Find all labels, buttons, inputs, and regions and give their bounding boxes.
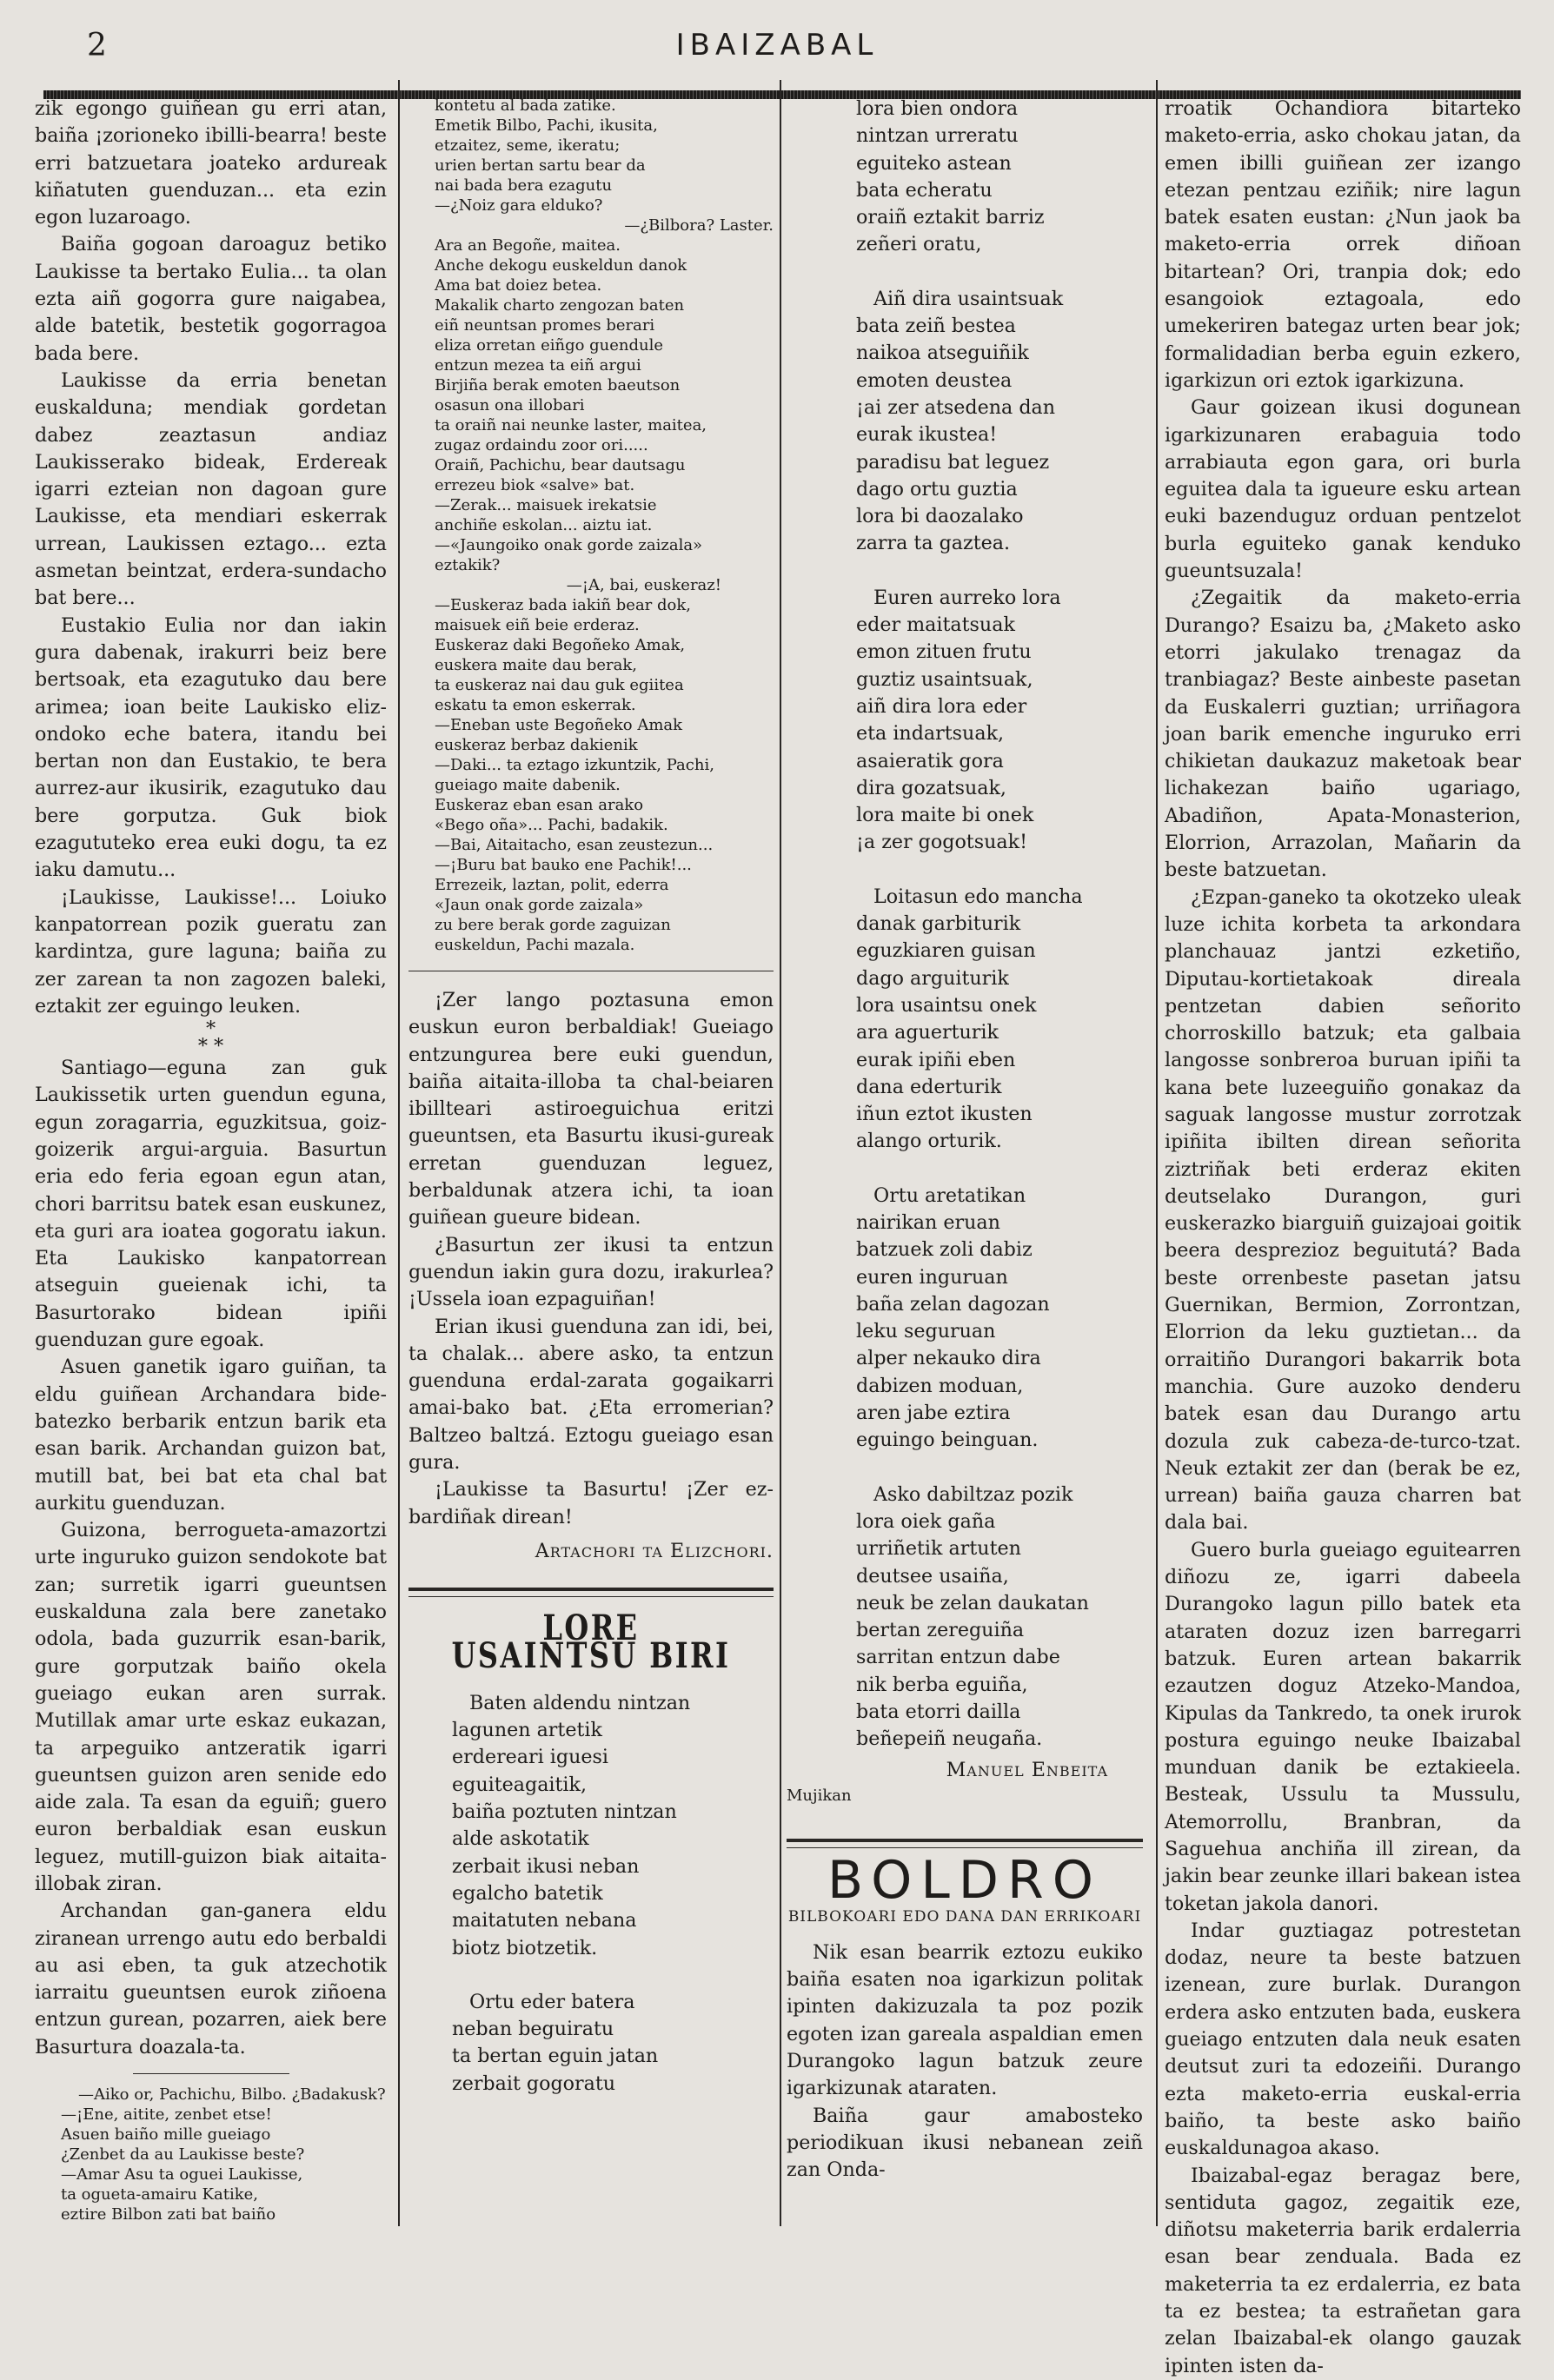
column-divider (780, 80, 781, 2226)
verse-line: Loitasun edo mancha (873, 885, 1083, 908)
verse-line: lora bi daozalako (856, 505, 1024, 528)
verse-line: eguzkiaren guisan (856, 939, 1036, 963)
paragraph: Indar guztiagaz potrestetan dodaz, neure ta beste batzuen izenean, zure burlak. Durangon erdera asko entzuten bada, euskera gueiago entzuten dala neuk esaten deutsut zuri ta edozeiñi. Durango ezta maketo-erria euskal-erria baiño, ta beste asko baiño euskaldunagoa akaso. (1165, 1919, 1521, 2160)
verse-line: emoten deustea (856, 368, 1013, 392)
verse-line: deutsee usaiña, (856, 1564, 1009, 1588)
verse-line: Ama bat doiez betea. (435, 276, 602, 295)
verse-line: Asuen baiño mille gueiago (61, 2125, 271, 2145)
stanza (856, 884, 1143, 1156)
verse-line: eurak ipiñi eben (856, 1048, 1016, 1071)
verse-line: lora maite bi onek (856, 804, 1034, 827)
verse-line: ara aguerturik (856, 1021, 999, 1044)
section-ornament: * * * (197, 1018, 224, 1058)
verse-line: —«Jaungoiko onak gorde zaizala» (435, 536, 703, 554)
verse-line: zeñeri oratu, (856, 233, 982, 256)
double-rule (408, 1596, 774, 1597)
verse-line: ta ogueta-amairu Katike, (61, 2185, 258, 2204)
verse-line: eta indartsuak, (856, 722, 1005, 746)
verse-line: euren inguruan (856, 1265, 1008, 1289)
verse-line: biotz biotzetik. (452, 1936, 598, 1959)
column-2 (408, 96, 774, 2125)
verse-line: «Bego oña»... Pachi, badakik. (435, 816, 668, 834)
verse-line: eztire Bilbon zati bat baiño (61, 2205, 276, 2224)
paragraph: Asuen ganetik igaro guiñan, ta eldu guiñean Archandara bide-batezko berbarik entzun barik eta esan barik. Archandan guizon bat, mutill bat, bei bat eta chal bat aurkitu guenduzan. (35, 1356, 387, 1515)
verse-line: naikoa atseguiñik (856, 341, 1029, 365)
verse-line: Birjiña berak emoten baeutson (435, 376, 681, 394)
divider (133, 2073, 289, 2074)
verse-line: baiña poztuten nintzan (452, 1800, 677, 1824)
stanza (452, 1690, 774, 1962)
paragraph: Guizona, berrogueta-amazortzi urte inguruko guizon sendokote bat zan; surretik igarri gueuntsen euskalduna zala bere zanetako odola, bada guzurrik esan-barik, gure gorputzak baiño okela gueiago eukan aren surrak. Mutillak amar urte eskaz eukazan, ta arpeguiko antzeratik igarri gueuntsen guizon aren senide edo aide zala. Ta esan da eguiñ; guero euron berbaldiak esan euskun leguez, mutill-guizon biak aitaita-illobak ziran. (35, 1519, 387, 1895)
verse-line: —Eneban uste Begoñeko Amak (435, 716, 683, 734)
verse-line: oraiñ eztakit barriz (856, 206, 1045, 229)
verse-line: eskatu ta emon eskerrak. (435, 696, 636, 714)
verse-line: lora bien ondora (856, 97, 1019, 120)
verse-line: —Euskeraz bada iakiñ bear dok, (435, 596, 691, 614)
paragraph: rroatik Ochandiora bitarteko maketo-erria, asko chokau jatan, da emen ibilli guiñean zer izango etezan pentzau eziñik; nire lagun batek esaten eustan: ¿Nun jaok ba maketo-erria orrek diñoan bitartean? Ori, tranpia dok; edo esangoiok eztagoala, edo umekeriren bategaz urten bear jok; formalidadian berba eguin ezkero, igarkizun ori eztok igarkizuna. (1165, 97, 1521, 392)
verse-line: dago ortu guztia (856, 477, 1018, 501)
double-rule (787, 1847, 1143, 1848)
verse-line: danak garbiturik (856, 912, 1021, 936)
verse-line: ¿Zenbet da au Laukisse beste? (61, 2145, 305, 2165)
verse-line: zerbait ikusi neban (452, 1854, 640, 1878)
newspaper-title: IBAIZABAL (675, 28, 879, 63)
verse-line: bata zeiñ bestea (856, 315, 1016, 338)
verse-line: neban beguiratu (452, 2018, 614, 2041)
verse-line: etzaitez, seme, ikeratu; (435, 136, 621, 155)
dialogue-verse (35, 2085, 387, 2224)
verse-line: —¿Bilbora? Laster. (624, 216, 774, 235)
verse-line: eguingo beinguan. (856, 1429, 1039, 1452)
verse-line: paradisu bat leguez (856, 450, 1050, 474)
verse-line: bertan zereguiña (856, 1619, 1025, 1642)
verse-line: Anche dekogu euskeldun danok (435, 256, 687, 275)
verse-line: ¡a zer gogotsuak! (856, 831, 1027, 854)
page-number: 2 (87, 28, 107, 63)
verse-line: entzun mezea ta eiñ argui (435, 356, 641, 375)
verse-line: dana ederturik (856, 1075, 1002, 1098)
verse-line: euskera maite dau berak, (435, 656, 637, 674)
paragraph: Guero burla gueiago eguitearren diñozu ze, igarri dabeela Durangoko lagun pillo batek eta ataraten dozuz izen barregarri batzuk. Euren artean bakarrik ezautzen doguz Atzeko-Mandoa, Kipulas da Tankredo, ta onek irurok postura eguingo neuke Ibaizabal munduan danik be eztakieela. Besteak, Ussulu ta Mussulu, Atemorrollu, Branbran, da Saguehua anchiña ill zirean, da jakin bear zeunke illari bakean istea toketan jakola danori. (1165, 1538, 1521, 1915)
double-rule (408, 1588, 774, 1591)
verse-line: iñun eztot ikusten (856, 1103, 1033, 1126)
paragraph: Nik esan bearrik eztozu eukiko baiña esaten noa igarkizun politak ipinten dakizuzala ta poz pozik egoten izan gareala aspaldian emen Durangoko lagun batzuk zeure igarkizunak ataraten. (787, 1940, 1143, 2100)
verse-line: kontetu al bada zatike. (435, 96, 616, 115)
verse-line: nai bada bera ezagutu (435, 176, 613, 195)
verse-line: guztiz usaintsuak, (856, 667, 1033, 691)
verse-line: lagunen artetik (452, 1719, 602, 1742)
signature: Manuel Enbeita (946, 1758, 1108, 1781)
paragraph: ¿Basurtun zer ikusi ta entzun guendun iakin gura dozu, irakurlea? ¡Ussela ioan ezpaguiñan! (408, 1233, 774, 1311)
verse-line: neuk be zelan daukatan (856, 1591, 1089, 1614)
verse-line: Oraiñ, Pachichu, bear dautsagu (435, 456, 686, 474)
verse-line: nintzan urreratu (856, 124, 1019, 148)
verse-line: beñepeiñ neugaña. (856, 1727, 1043, 1751)
paragraph: Ibaizabal-egaz beragaz bere, sentiduta gagoz, zegaitik eze, diñotsu maketerria barik erdalerria esan bear zenduala. Bada ez maketerria ta ez erdalerria, ez bata ta ez bestea; ta estrañetan gara zelan Ibaizabal-ek olango gauzak ipinten isten da- (1165, 2164, 1521, 2377)
verse-line: Euskeraz daki Begoñeko Amak, (435, 636, 686, 654)
verse-line: eguiteagaitik, (452, 1773, 588, 1796)
poem (787, 96, 1143, 1754)
verse-line: «Jaun onak gorde zaizala» (435, 896, 644, 914)
verse-line: bata etorri dailla (856, 1700, 1021, 1724)
verse-line: Ara an Begoñe, maitea. (435, 236, 621, 255)
verse-line: dabizen moduan, (856, 1374, 1024, 1397)
paragraph: Gaur goizean ikusi dogunean igarkizunaren erabaguia todo arrabiauta egon gara, ori burla eguitea dala ta igueure esku artean euki bazenduguz orduan pentzelot burla eguiteko ganak kenduko gueuntsuzala! (1165, 396, 1521, 583)
verse-line: urien bertan sartu bear da (435, 156, 646, 175)
paragraph: Baiña gaur amabosteko periodikuan ikusi nebanean zeiñ zan Onda- (787, 2104, 1143, 2182)
paragraph: ¡Laukisse ta Basurtu! ¡Zer ez-bardiñak direan! (408, 1478, 774, 1528)
paragraph: zik egongo guiñean gu erri atan, baiña ¡zorioneko ibilli-bearra! beste erri batzuetara joateko ardureak kiñatuten guenduzan... eta ezin egon luzaroago. (35, 97, 387, 229)
paragraph: Archandan gan-ganera eldu ziranean urrengo autu edo berbaldi au asi eben, ta guk atzechotik iarraitu gueuntsen eurok ziñoena entzun gurean, pozarren, aiek bere Basurtura doazala-ta. (35, 1899, 387, 2058)
stanza (856, 585, 1143, 857)
paragraph: Baiña gogoan daroaguz betiko Laukisse ta bertako Eulia... ta olan ezta aiñ gogorra gure naigabea, alde batetik, bestetik gogorragoa bada bere. (35, 233, 387, 365)
verse-line: dago arguiturik (856, 966, 1009, 990)
verse-line: —¡Buru bat bauko ene Pachik!... (435, 856, 692, 874)
double-rule (787, 1839, 1143, 1842)
signature: Artachori ta Elizchori. (535, 1539, 774, 1562)
verse-line: —¡A, bai, euskeraz! (566, 576, 721, 594)
column-3 (787, 96, 1143, 2184)
stanza (856, 96, 1143, 259)
verse-line: Euskeraz eban esan arako (435, 796, 644, 814)
verse-line: Makalik charto zengozan baten (435, 296, 685, 315)
poem (408, 1690, 774, 2098)
verse-line: anchiñe eskolan... aiztu iat. (435, 516, 653, 534)
verse-line: bata echeratu (856, 178, 993, 202)
verse-line: —Bai, Aitaitacho, esan zeustezun... (435, 836, 714, 854)
verse-line: zugaz ordaindu zoor ori..... (435, 436, 648, 454)
verse-line: lora oiek gaña (856, 1509, 996, 1533)
verse-line: alde askotatik (452, 1827, 589, 1851)
verse-line: batzuek zoli dabiz (856, 1238, 1033, 1262)
poem-title: LORE USAINTSU BIRI (451, 1608, 731, 1676)
verse-line: —Aiko or, Pachichu, Bilbo. ¿Badakusk? (78, 2085, 386, 2105)
verse-line: erdereari iguesi (452, 1746, 608, 1769)
verse-line: —Zerak... maisuek irekatsie (435, 496, 657, 514)
verse-line: baña zelan dagozan (856, 1292, 1050, 1316)
verse-line: Aiñ dira usaintsuak (873, 287, 1064, 310)
verse-line: Asko dabiltzaz pozik (873, 1482, 1073, 1506)
verse-line: Baten aldendu nintzan (469, 1691, 691, 1714)
verse-line: gueiago maite dabenik. (435, 776, 621, 794)
verse-line: nik berba eguiña, (856, 1673, 1028, 1696)
verse-line: maisuek eiñ beie erderaz. (435, 616, 640, 634)
paragraph: Laukisse da erria benetan euskalduna; mendiak gordetan dabez zeaztasun andiaz Laukisserako bideak, Erdereak igarri ezteian non dagoan gure Laukisse, eta mendiari eskerrak urrean, Laukissen eztago... ezta asmetan beintzat, erdera-sundacho bat bere... (35, 368, 387, 610)
verse-line: eiñ neuntsan promes berari (435, 316, 655, 335)
verse-line: aren jabe eztira (856, 1402, 1011, 1425)
dialogue-verse (408, 96, 774, 955)
article-subtitle: BILBOKOARI EDO DANA DAN ERRIKOARI (787, 1907, 1142, 1926)
verse-line: zu bere berak gorde zaguizan (435, 916, 671, 934)
verse-line: eurak ikustea! (856, 423, 998, 447)
verse-line: asaieratik gora (856, 749, 1004, 772)
column-4 (1165, 96, 1521, 2380)
verse-line: leku seguruan (856, 1320, 996, 1343)
verse-line: alper nekauko dira (856, 1347, 1041, 1370)
verse-line: ta oraiñ nai neunke laster, maitea, (435, 416, 707, 434)
verse-line: sarritan entzun dabe (856, 1646, 1060, 1669)
verse-line: eztakik? (435, 556, 501, 574)
paragraph: ¿Ezpan-ganeko ta okotzeko uleak luze ichita korbeta ta arkondara planchauaz jantzi ezketiño, Diputau-kortietakoak direala pentzetan dabien señorito chorroskillo batzuk; eta galbaia langosse sonbreroa buruan ipiñi ta kana bete luzeeguiño gonakaz da saguak langosse mustur zorrotzak ipiñita ibilten direan señorita ziztriñak beti erderaz ekiten deutselako Durangon, guri euskerazko biarguiñ guizajoai goitik beera desprezioz beguitutá? Bada beste orrenbeste pasetan jatsu Guernikan, Bermion, Zorrontzan, Elorrion da leku guztietan... da orraitiño Durangori bakarrik bota manchia. Gure auzoko denderu batek esan dau Durango artu dozula zuk cabeza-de-turco-tzat. Neuk eztakit zer dan (berak be ez, urrean) baiña gauza charren bat dala bai. (1165, 885, 1521, 1535)
verse-line: lora usaintsu onek (856, 993, 1037, 1017)
column-divider (1156, 80, 1158, 2226)
verse-line: aiñ dira lora eder (856, 694, 1027, 718)
verse-line: errezeu biok «salve» bat. (435, 476, 635, 494)
stanza (452, 1989, 774, 2098)
verse-line: —¿Noiz gara elduko? (435, 196, 603, 215)
paragraph: ¡Zer lango poztasuna emon euskun euron berbaldiak! Gueiago entzungurea bere euki guendun, baiña aitaita-illoba ta chal-beiaren ibillteari astiroeguichua eritzi gueuntsen, eta Basurtu ikusi-gureak erretan guenduzan leguez, berbaldunak atzera ichi, ta ioan guiñean gueure bidean. (408, 989, 774, 1230)
verse-line: dira gozatsuak, (856, 776, 1006, 799)
verse-line: nairikan eruan (856, 1210, 1000, 1234)
verse-line: eder maitatsuak (856, 613, 1015, 637)
verse-line: ta euskeraz nai dau guk egiitea (435, 676, 684, 694)
paragraph: ¡Laukisse, Laukisse!... Loiuko kanpatorrean pozik gueratu zan kardintza, gure laguna; baiña zu zer zarean ta non zagozen baleki, eztakit zer eguingo leuken. (35, 885, 387, 1018)
verse-line: —Amar Asu ta oguei Laukisse, (61, 2165, 303, 2184)
verse-line: Emetik Bilbo, Pachi, ikusita, (435, 116, 658, 135)
column-1 (35, 96, 387, 2224)
column-divider (398, 80, 400, 2226)
verse-line: emon zituen frutu (856, 640, 1032, 664)
verse-line: Ortu aretatikan (873, 1183, 1026, 1207)
stanza (856, 1183, 1143, 1455)
verse-line: zerbait gogoratu (452, 2072, 616, 2095)
stanza (856, 286, 1143, 558)
paragraph: Santiago—eguna zan guk Laukissetik urten guendun eguna, egun zoragarria, eguzkitsua, goiz-goizerik argui-arguia. Basurtun eria edo feria egoan egun atan, chori barritsu batek esan euskunez, eta guri ara ioatea gogoratu iakun. Eta Laukisko kanpatorrean atseguin gueienak ichi, ta Basurtorako bidean ipiñi guenduzan gure egoak. (35, 1057, 387, 1352)
paragraph: Erian ikusi guenduna zan idi, bei, ta chalak... abere asko, ta entzun guenduna erdal-zarata gogaikarri amai-bako bat. ¿Eta erromerian? Baltzeo baltzá. Eztogu gueiago esan gura. (408, 1315, 774, 1475)
verse-line: euskeraz berbaz dakienik (435, 736, 638, 754)
verse-line: Euren aurreko lora (873, 586, 1061, 609)
paragraph: ¿Zegaitik da maketo-erria Durango? Esaizu ba, ¿Maketo asko etorri jakulako trenagaz da tranbiagaz? Beste ainbeste pasetan da Euskalerri guztian; urriñagora joan barik emenche inguruko erri chikietan daukazuz maketoak bear lichakezan baiño ugariago, Abadiñon, Apata-Monasterion, Elorrion, Arrazolan, Mañarin da beste batzuetan. (1165, 587, 1521, 882)
verse-line: eguiteko astean (856, 151, 1012, 175)
verse-line: egalcho batetik (452, 1881, 603, 1905)
verse-line: Ortu eder batera (469, 1990, 635, 2013)
stanza (856, 1482, 1143, 1754)
verse-line: osasun ona illobari (435, 396, 585, 414)
verse-line: —Daki... ta eztago izkuntzik, Pachi, (435, 756, 714, 774)
verse-line: urriñetik artuten (856, 1537, 1021, 1561)
verse-line: Errezeik, laztan, polit, ederra (435, 876, 669, 894)
article-title: BOLDRO (827, 1850, 1102, 1912)
verse-line: alango orturik. (856, 1130, 1002, 1153)
paragraph: Eustakio Eulia nor dan iakin gura dabenak, irakurri beiz bere bertsoak, eta ezagutuko dau bere arimea; ioan beite Laukisko eliz-ondoko eche batera, itandu bei bertan non dan Eustakio, te bera aurrez-aur ikusirik, ezagutuko dau bere gorputza. Guk biok ezagututeko erea euki dogu, ta ez iaku damutu... (35, 613, 387, 882)
verse-line: euskeldun, Pachi mazala. (435, 936, 635, 954)
verse-line: eliza orretan eiñgo guendule (435, 336, 664, 355)
signature-place: Mujikan (787, 1786, 852, 1805)
verse-line: zarra ta gaztea. (856, 532, 1011, 555)
verse-line: —¡Ene, aitite, zenbet etse! (61, 2105, 272, 2125)
verse-line: ta bertan eguin jatan (452, 2045, 659, 2068)
verse-line: maitatuten nebana (452, 1909, 637, 1933)
page-header (0, 24, 1554, 70)
verse-line: ¡ai zer atsedena dan (856, 395, 1056, 419)
